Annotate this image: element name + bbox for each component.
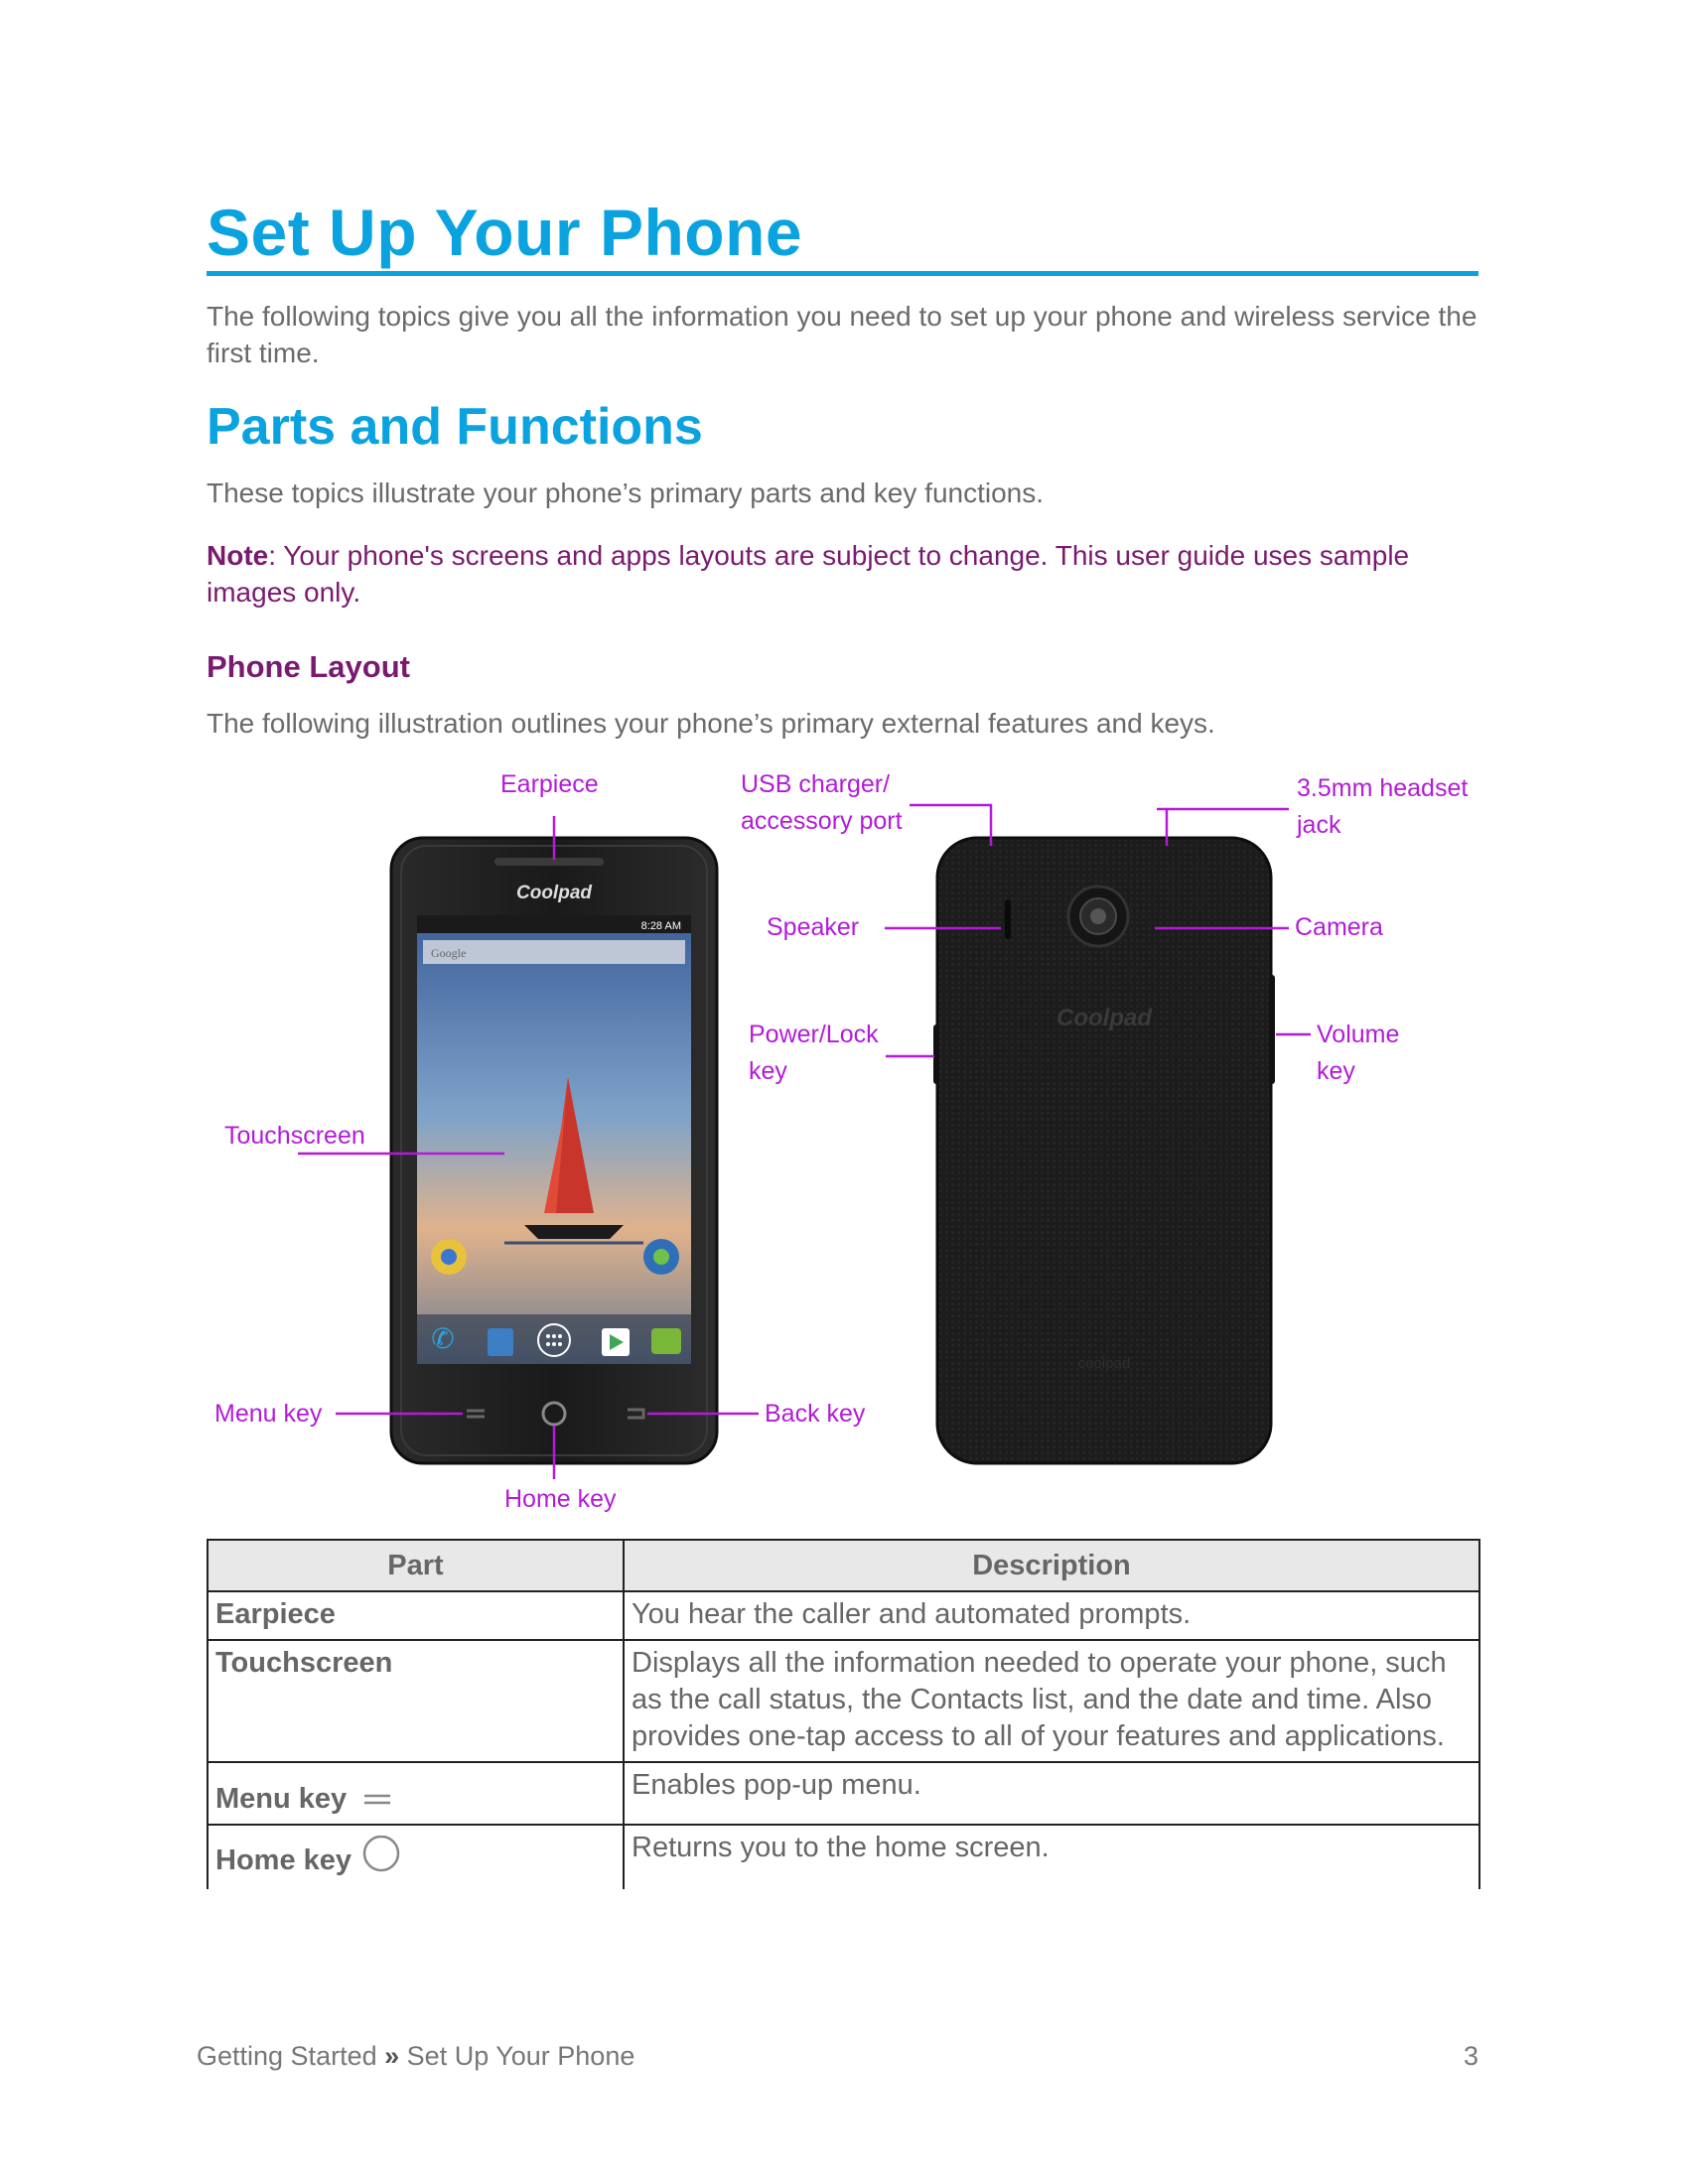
table-cell-part: Earpiece (208, 1591, 624, 1640)
table-row (208, 1640, 1479, 1762)
callout-speaker: Speaker (767, 913, 860, 941)
callout-volume-line1: Volume (1317, 1021, 1400, 1048)
note-text: : Your phone's screens and apps layouts are subject to change. This user guide uses sample images only. (207, 540, 1410, 608)
table-cell-part: Touchscreen (208, 1640, 624, 1762)
callout-menu-key: Menu key (214, 1400, 323, 1428)
callout-power-line1: Power/Lock (749, 1021, 879, 1048)
callout-power-line2: key (749, 1057, 787, 1085)
callout-home-key: Home key (504, 1485, 617, 1513)
volume-key-hardware (1269, 975, 1275, 1084)
back-brand-logo: Coolpad (1056, 1005, 1152, 1031)
table-row (208, 1825, 1479, 1889)
table-cell-description: Enables pop-up menu. (624, 1762, 1479, 1825)
table-row (208, 1591, 1479, 1640)
page-title: Set Up Your Phone (207, 196, 803, 269)
status-bar-time: 8:28 AM (640, 920, 681, 932)
callout-headset-line1: 3.5mm headset (1297, 774, 1469, 802)
callout-volume-line2: key (1317, 1057, 1355, 1085)
speaker-grill (1005, 899, 1011, 939)
phone-layout-figure (207, 766, 1497, 1511)
table-header-row (208, 1540, 1479, 1591)
table-header-part: Part (208, 1540, 624, 1591)
intro-paragraph: The following topics give you all the information you need to set up your phone and wireless service the first time. (207, 301, 1477, 368)
table-cell-description: Returns you to the home screen. (624, 1825, 1479, 1889)
footer-breadcrumb (197, 2041, 634, 2072)
menu-key-label: Menu key (215, 1783, 348, 1815)
callout-volume-key (1317, 1017, 1399, 1090)
callout-usb-line1: USB charger/ (741, 770, 891, 798)
callout-headset-line2: jack (1297, 811, 1341, 839)
home-circle-icon (361, 1836, 401, 1875)
front-brand-logo: Coolpad (516, 883, 592, 903)
back-brand-wordmark: coolpad (1077, 1355, 1131, 1372)
table-row (208, 1762, 1479, 1825)
table-cell-part (208, 1762, 624, 1825)
subsection-title: Phone Layout (207, 649, 410, 684)
section-title: Parts and Functions (207, 398, 703, 456)
touchscreen-display (417, 915, 691, 1364)
note-label: Note (207, 540, 269, 571)
messaging-app-icon (651, 1328, 681, 1354)
home-key-label: Home key (215, 1844, 352, 1876)
table-header-description: Description (624, 1540, 1479, 1591)
callout-camera: Camera (1295, 913, 1383, 941)
callout-earpiece: Earpiece (500, 770, 599, 798)
title-underline (207, 271, 1478, 276)
power-key-hardware (933, 1024, 939, 1084)
footer-chapter: Getting Started (197, 2041, 377, 2071)
callout-back-key: Back key (765, 1400, 866, 1428)
note-paragraph (207, 537, 1482, 611)
table-cell-part (208, 1825, 624, 1889)
table-cell-description: You hear the caller and automated prompts. (624, 1591, 1479, 1640)
menu-lines-icon (362, 1790, 392, 1810)
earpiece-grill (494, 858, 604, 866)
subsection-intro: The following illustration outlines your phone’s primary external features and keys. (207, 708, 1215, 739)
contacts-app-icon (488, 1328, 513, 1356)
callout-power-key (749, 1017, 879, 1090)
page-number: 3 (1464, 2041, 1479, 2071)
section-intro: These topics illustrate your phone’s primary parts and key functions. (207, 478, 1045, 508)
callout-usb-port (741, 766, 903, 840)
footer-section: Set Up Your Phone (406, 2041, 635, 2071)
phone-app-icon: ✆ (431, 1322, 455, 1355)
callout-headset-jack (1297, 770, 1468, 844)
front-phone (391, 838, 717, 1463)
callout-usb-line2: accessory port (741, 807, 903, 835)
back-phone (933, 838, 1275, 1463)
footer-separator-icon: » (384, 2041, 400, 2071)
callout-touchscreen: Touchscreen (224, 1122, 365, 1150)
search-bar-label: Google (431, 946, 467, 960)
table-cell-description: Displays all the information needed to operate your phone, such as the call status, the Contacts list, and the date and time. Also provides one-tap access to all of your features and applications. (624, 1640, 1479, 1762)
parts-table (207, 1539, 1480, 1889)
